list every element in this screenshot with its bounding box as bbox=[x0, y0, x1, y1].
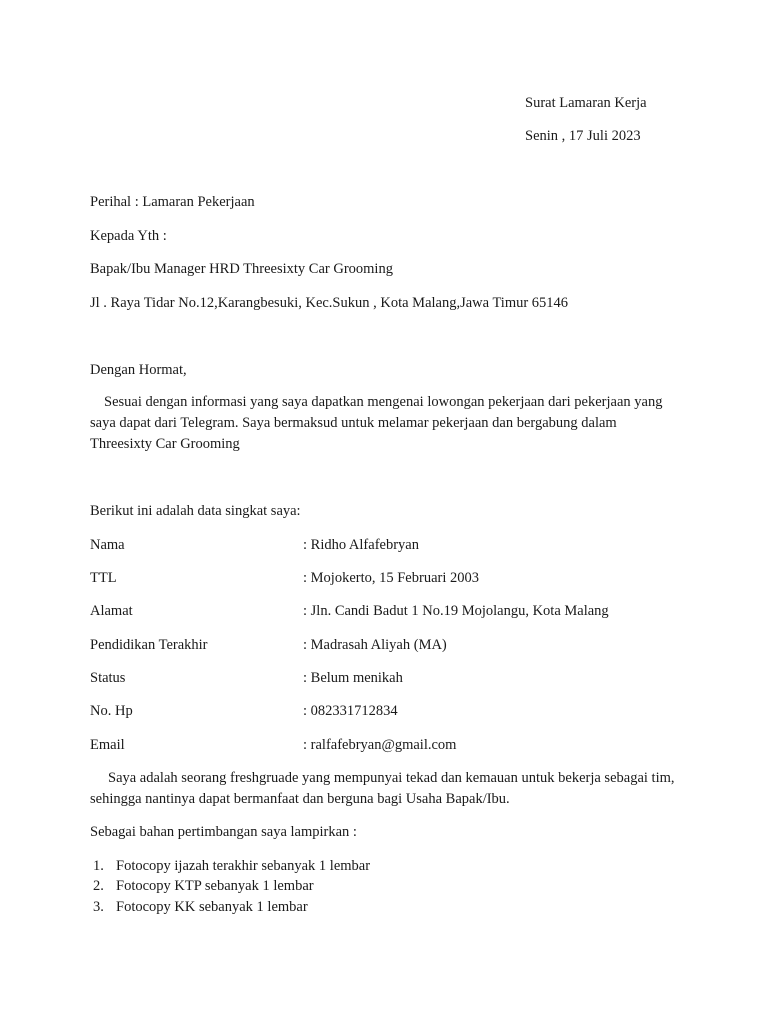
field-label-alamat: Alamat bbox=[90, 603, 133, 619]
field-label-ttl: TTL bbox=[90, 570, 117, 586]
attachment-number: 3. bbox=[93, 899, 104, 915]
recipient-salutation: Kepada Yth : bbox=[90, 228, 167, 244]
field-value-phone: : 082331712834 bbox=[303, 703, 398, 719]
recipient-name: Bapak/Ibu Manager HRD Threesixty Car Grooming bbox=[90, 261, 393, 277]
field-value-nama: : Ridho Alfafebryan bbox=[303, 537, 419, 553]
field-value-status: : Belum menikah bbox=[303, 670, 403, 686]
field-value-email: : ralfafebryan@gmail.com bbox=[303, 737, 457, 753]
attachment-item: Fotocopy ijazah terakhir sebanyak 1 lembar bbox=[116, 858, 371, 874]
greeting: Dengan Hormat, bbox=[90, 362, 187, 378]
recipient-address: Jl . Raya Tidar No.12,Karangbesuki, Kec.Sukun , Kota Malang,Jawa Timur 65146 bbox=[90, 295, 569, 311]
field-label-nama: Nama bbox=[90, 537, 125, 553]
field-label-email: Email bbox=[90, 737, 125, 753]
field-label-status: Status bbox=[90, 670, 126, 686]
attachment-item: Fotocopy KK sebanyak 1 lembar bbox=[116, 899, 308, 915]
closing-paragraph: Saya adalah seorang freshgruade yang mempunyai tekad dan kemauan untuk bekerja sebagai tim, sehingga nantinya dapat bermanfaat dan berguna bagi Usaha Bapak/Ibu. bbox=[90, 770, 675, 807]
opening-paragraph: Sesuai dengan informasi yang saya dapatkan mengenai lowongan pekerjaan dari pekerjaan yang saya dapat dari Telegram. Saya bermaksud untuk melamar pekerjaan dan bergabung dalam Threesixty Car Grooming bbox=[90, 394, 663, 452]
field-value-pendidikan: : Madrasah Aliyah (MA) bbox=[303, 637, 447, 653]
field-label-pendidikan: Pendidikan Terakhir bbox=[90, 637, 208, 653]
attachment-item: Fotocopy KTP sebanyak 1 lembar bbox=[116, 878, 314, 894]
document-title: Surat Lamaran Kerja bbox=[525, 95, 647, 111]
attachment-number: 1. bbox=[93, 858, 104, 874]
attachments-intro: Sebagai bahan pertimbangan saya lampirkan : bbox=[90, 824, 357, 840]
letter-subject: Perihal : Lamaran Pekerjaan bbox=[90, 194, 255, 210]
field-value-ttl: : Mojokerto, 15 Februari 2003 bbox=[303, 570, 479, 586]
data-intro: Berikut ini adalah data singkat saya: bbox=[90, 503, 301, 519]
letter-date: Senin , 17 Juli 2023 bbox=[525, 128, 641, 144]
field-value-alamat: : Jln. Candi Badut 1 No.19 Mojolangu, Kota Malang bbox=[303, 603, 609, 619]
field-label-phone: No. Hp bbox=[90, 703, 133, 719]
attachment-number: 2. bbox=[93, 878, 104, 894]
